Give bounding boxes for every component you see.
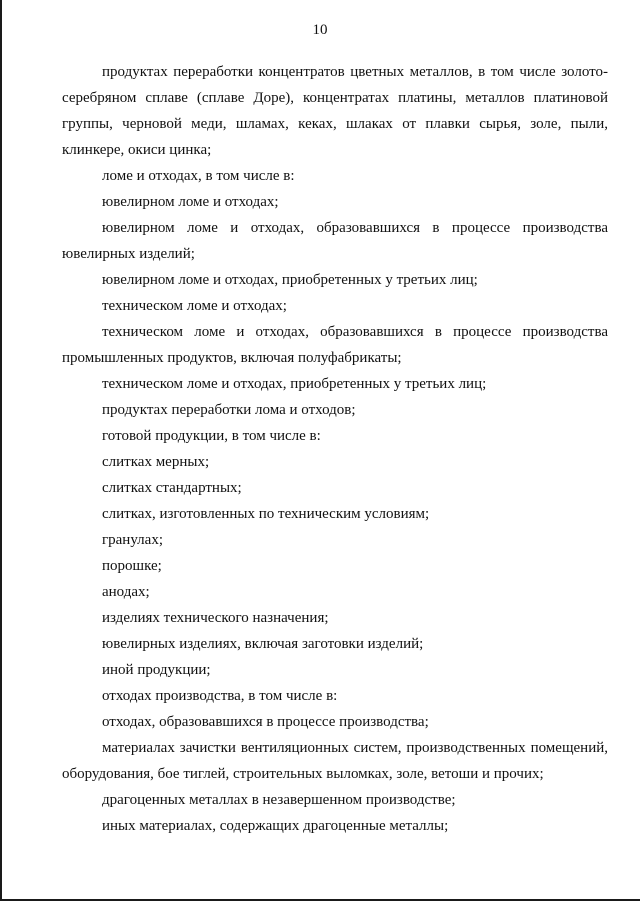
paragraph: техническом ломе и отходах, образовавшихся в процессе производства промышленных продуктов, включая полуфабрикаты; bbox=[62, 324, 608, 366]
paragraph: порошке; bbox=[102, 558, 162, 574]
paragraph: слитках стандартных; bbox=[102, 480, 242, 496]
paragraph: техническом ломе и отходах; bbox=[102, 298, 287, 314]
paragraph: слитках, изготовленных по техническим условиям; bbox=[102, 506, 430, 522]
paragraph: изделиях технического назначения; bbox=[102, 610, 329, 626]
paragraph: готовой продукции, в том числе в: bbox=[102, 428, 321, 444]
paragraph: ювелирных изделиях, включая заготовки изделий; bbox=[102, 636, 424, 652]
paragraph: продуктах переработки лома и отходов; bbox=[102, 402, 356, 418]
paragraph: ломе и отходах, в том числе в: bbox=[102, 168, 295, 184]
page-number: 10 bbox=[312, 22, 328, 38]
paragraph: анодах; bbox=[102, 584, 150, 600]
scan-edge-left bbox=[0, 0, 2, 901]
paragraph: отходах, образовавшихся в процессе производства; bbox=[102, 714, 429, 730]
paragraph: иной продукции; bbox=[102, 662, 211, 678]
document-body bbox=[62, 59, 608, 839]
paragraph: ювелирном ломе и отходах; bbox=[102, 194, 279, 210]
paragraph: гранулах; bbox=[102, 532, 163, 548]
paragraph: материалах зачистки вентиляционных систем, производственных помещений, оборудования, бое тиглей, строительных выломках, золе, ветоши и прочих; bbox=[62, 740, 608, 782]
paragraph: отходах производства, в том числе в: bbox=[102, 688, 338, 704]
paragraph: драгоценных металлах в незавершенном производстве; bbox=[102, 792, 456, 808]
paragraph: техническом ломе и отходах, приобретенных у третьих лиц; bbox=[102, 376, 487, 392]
paragraph: ювелирном ломе и отходах, приобретенных у третьих лиц; bbox=[102, 272, 478, 288]
paragraph: ювелирном ломе и отходах, образовавшихся в процессе производства ювелирных изделий; bbox=[62, 220, 608, 262]
paragraph: иных материалах, содержащих драгоценные металлы; bbox=[102, 818, 449, 834]
paragraph: слитках мерных; bbox=[102, 454, 210, 470]
paragraph: продуктах переработки концентратов цветных металлов, в том числе золото-серебряном сплаве (сплаве Доре), концентратах платины, металлов платиновой группы, черновой меди, шламах, кеках, шлаках от плавки сырья, золе, пыли, клинкере, окиси цинка; bbox=[62, 64, 608, 158]
